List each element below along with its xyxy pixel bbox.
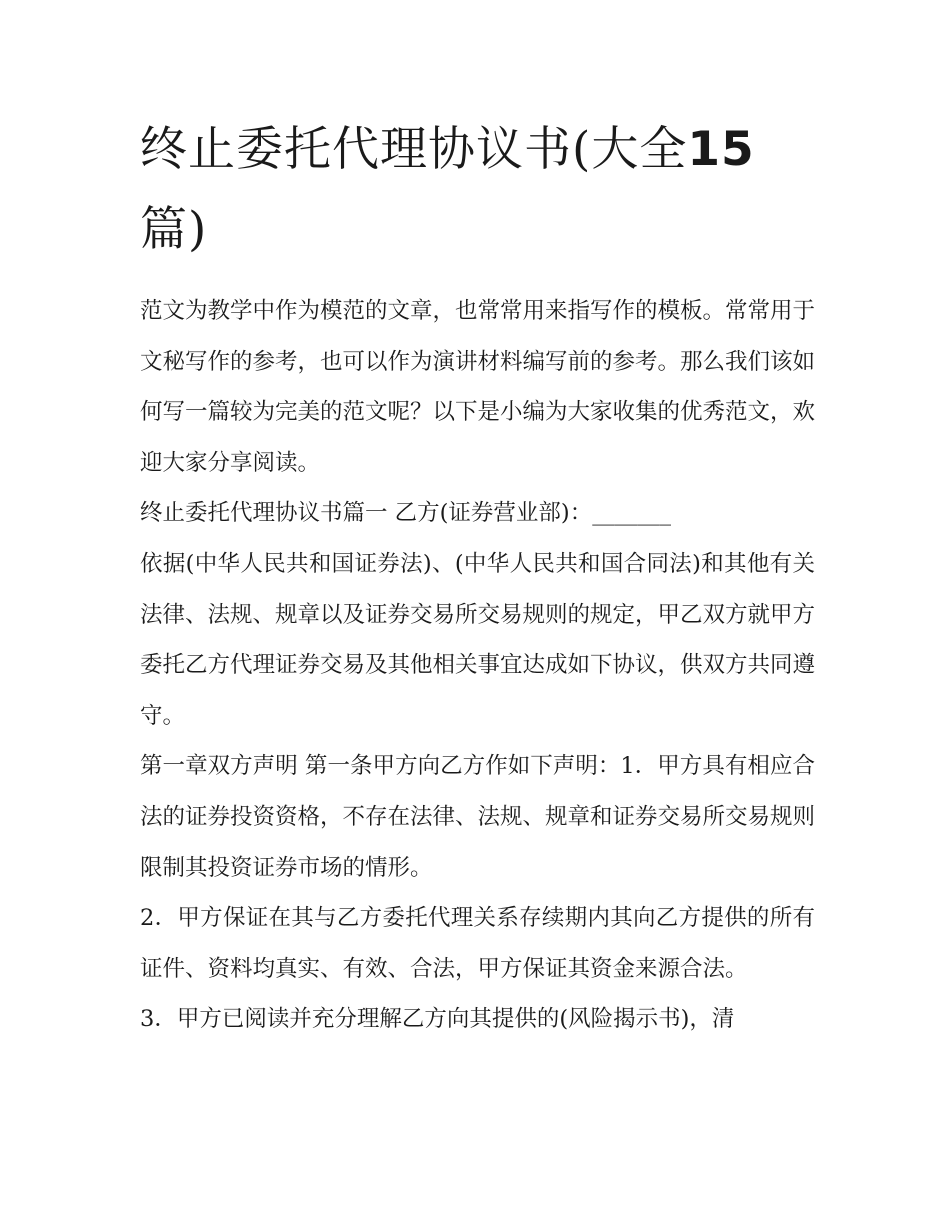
- title-text-end: 篇): [140, 202, 208, 257]
- paragraph-item-3: 3．甲方已阅读并充分理解乙方向其提供的(风险揭示书)，清: [140, 1006, 735, 1033]
- document-content: [140, 110, 815, 1045]
- document-title: [140, 110, 815, 270]
- paragraph-section-heading: 终止委托代理协议书篇一 乙方(证券营业部)：_______: [140, 500, 671, 527]
- title-text: 终止委托代理协议书(大全: [140, 122, 688, 177]
- paragraph-item-2: 2．甲方保证在其与乙方委托代理关系存续期内其向乙方提供的所有证件、资料均真实、有效、合法，甲方保证其资金来源合法。: [140, 905, 815, 982]
- paragraph-chapter-one: 第一章双方声明 第一条甲方向乙方作如下声明：1．甲方具有相应合法的证券投资资格，不存在法律、法规、规章和证券交易所交易规则限制其投资证券市场的情形。: [140, 753, 816, 881]
- document-body: [140, 286, 815, 1045]
- title-number: 15: [687, 122, 755, 177]
- paragraph-basis: 依据(中华人民共和国证券法)、(中华人民共和国合同法)和其他有关法律、法规、规章以及证券交易所交易规则的规定，甲乙双方就甲方委托乙方代理证券交易及其他相关事宜达成如下协议，供双方共同遵守。: [140, 550, 816, 729]
- paragraph-intro: 范文为教学中作为模范的文章，也常常用来指写作的模板。常常用于文秘写作的参考，也可以作为演讲材料编写前的参考。那么我们该如何写一篇较为完美的范文呢？以下是小编为大家收集的优秀范文，欢迎大家分享阅读。: [140, 298, 816, 476]
